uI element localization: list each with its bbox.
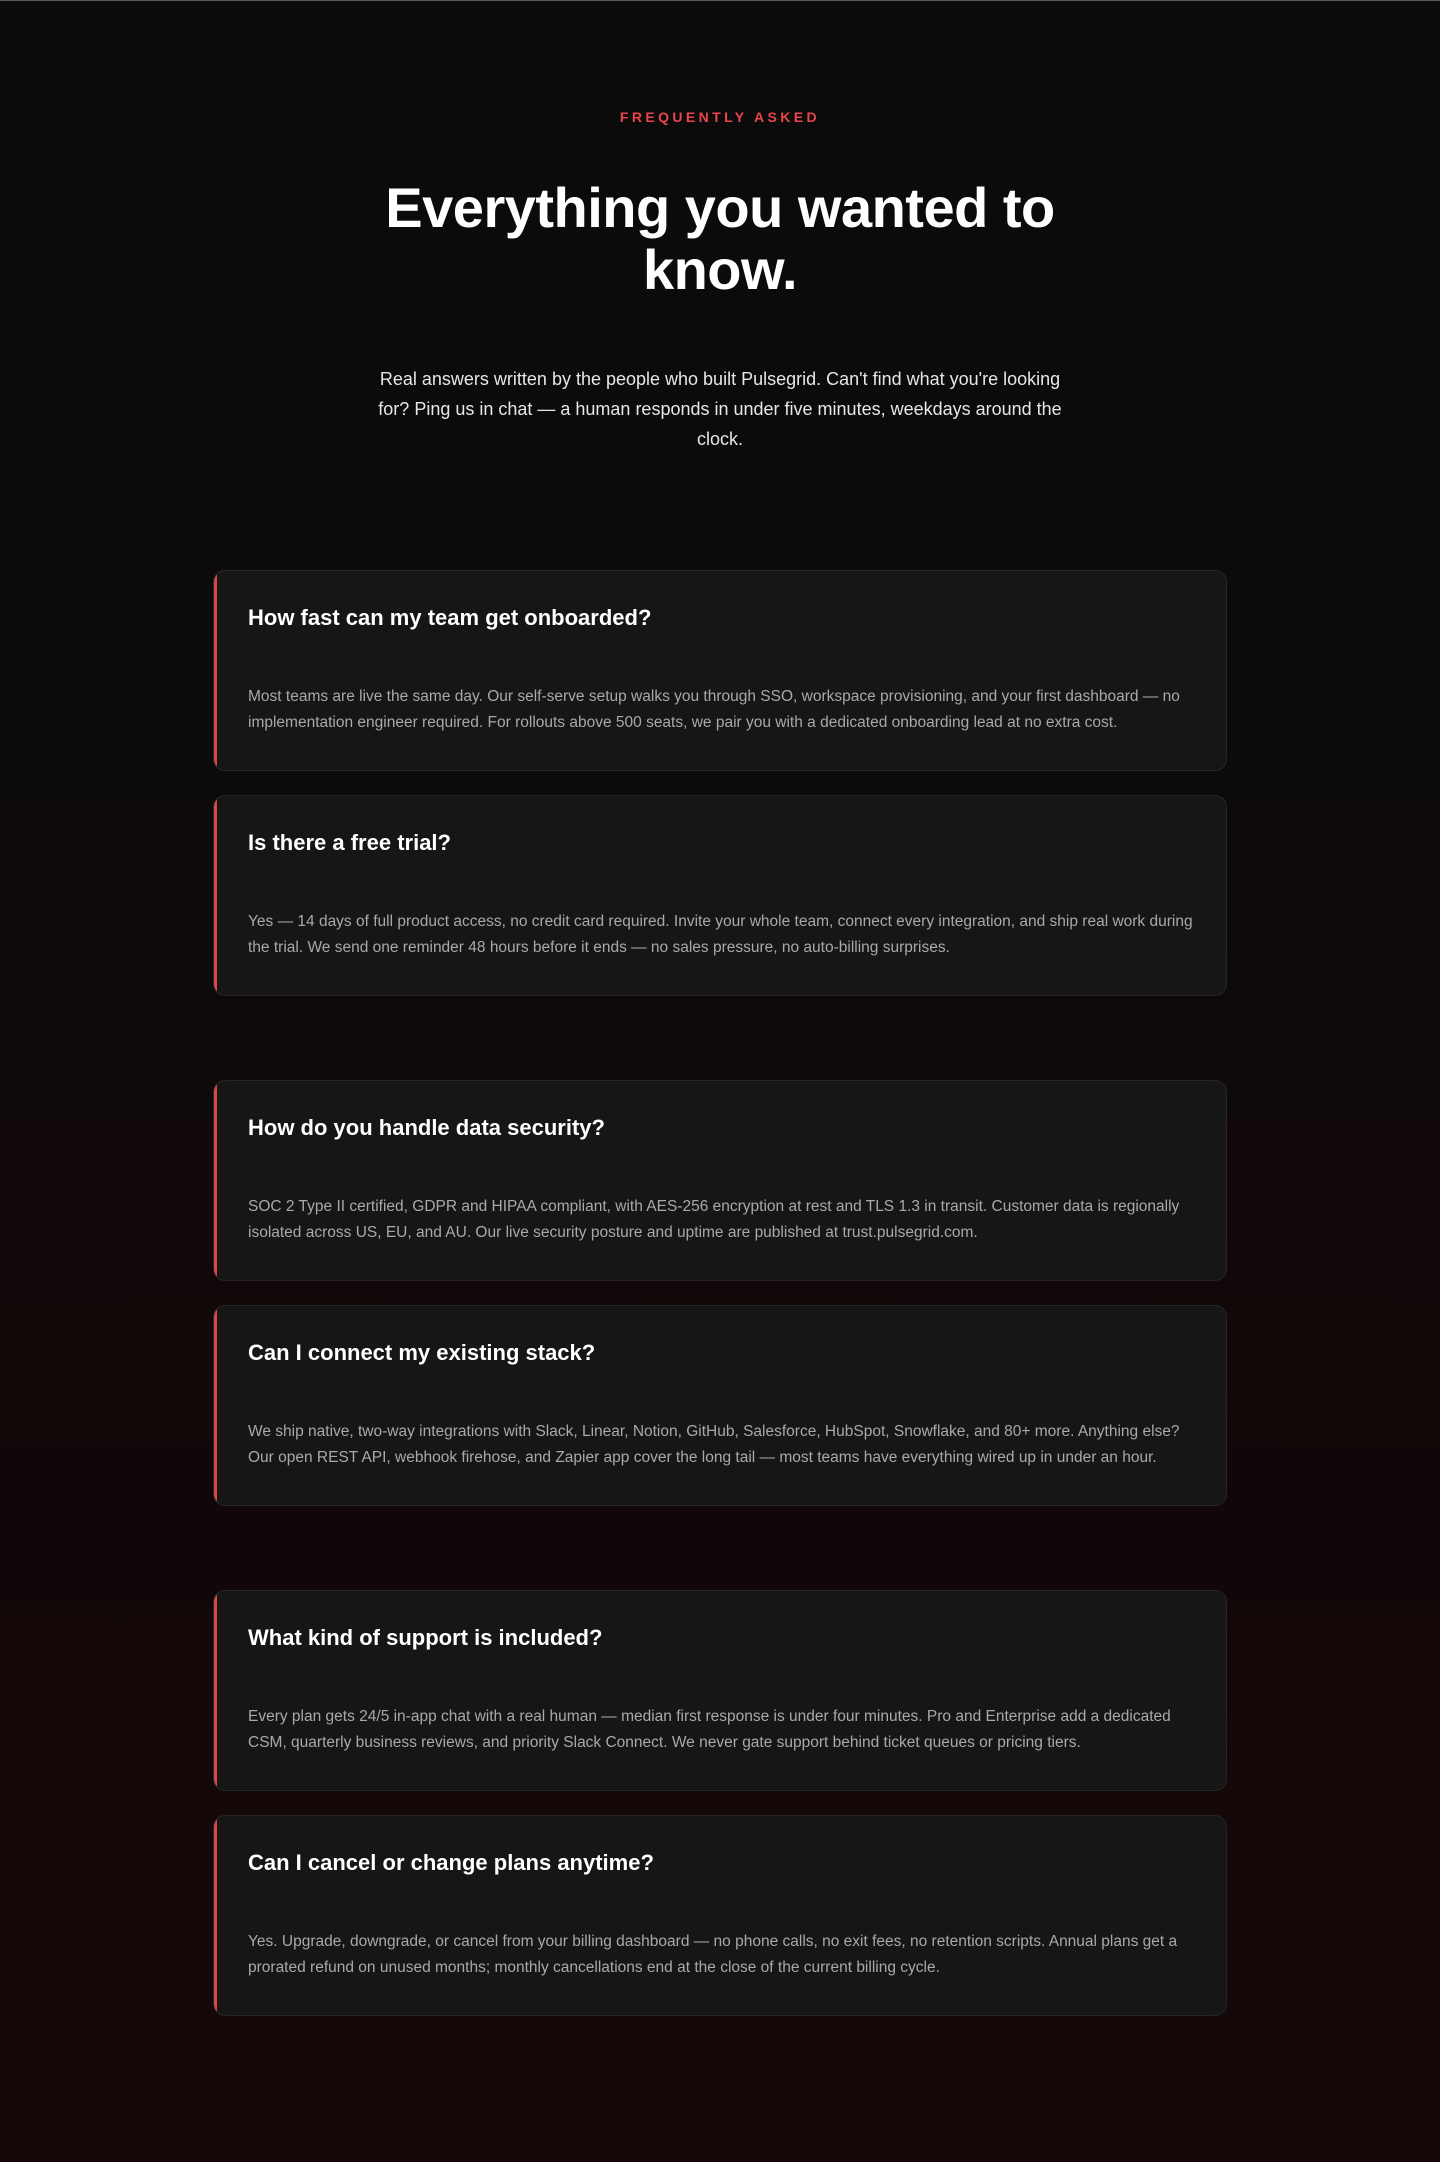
faq-answer: SOC 2 Type II certified, GDPR and HIPAA compliant, with AES-256 encryption at rest and TLS 1.3 in transit. Customer data is regionally isolated across US, EU, and AU. Our live security posture and uptime are published at trust.pulsegrid.com. [248,1198,1180,1241]
section-description: Real answers written by the people who built Pulsegrid. Can't find what you're looking for? Ping us in chat — a human responds in under five minutes, weekdays around the clock. [378,369,1062,449]
faq-hero [0,0,1440,454]
faq-item-free-trial[interactable] [213,795,1227,996]
faq-group-2 [213,1080,1227,1506]
faq-question[interactable]: Is there a free trial? [248,830,451,855]
faq-item-onboarding[interactable] [213,570,1227,771]
faq-question[interactable]: What kind of support is included? [248,1625,603,1650]
faq-group-1 [213,570,1227,996]
faq-answer: Most teams are live the same day. Our self-serve setup walks you through SSO, workspace provisioning, and your first dashboard — no implementation engineer required. For rollouts above 500 seats, we pair you with a dedicated onboarding lead at no extra cost. [248,688,1180,731]
faq-answer: Every plan gets 24/5 in-app chat with a real human — median first response is under four minutes. Pro and Enterprise add a dedicated CSM, quarterly business reviews, and priority Slack Connect. We never gate support behind ticket queues or pricing tiers. [248,1708,1171,1751]
faq-question[interactable]: Can I cancel or change plans anytime? [248,1850,654,1875]
faq-question[interactable]: How do you handle data security? [248,1115,605,1140]
faq-list [213,570,1227,2016]
faq-question[interactable]: Can I connect my existing stack? [248,1340,596,1365]
faq-item-data-security[interactable] [213,1080,1227,1281]
faq-answer: We ship native, two-way integrations with Slack, Linear, Notion, GitHub, Salesforce, HubSpot, Snowflake, and 80+ more. Anything else? Our open REST API, webhook firehose, and Zapier app cover the long tail — most teams have everything wired up in under an hour. [248,1423,1180,1466]
faq-group-3 [213,1590,1227,2016]
top-divider [0,0,1440,1]
faq-answer: Yes — 14 days of full product access, no credit card required. Invite your whole team, connect every integration, and ship real work during the trial. We send one reminder 48 hours before it ends — no sales pressure, no auto-billing surprises. [248,913,1193,956]
faq-item-cancel-plans[interactable] [213,1815,1227,2016]
faq-question[interactable]: How fast can my team get onboarded? [248,605,652,630]
faq-answer: Yes. Upgrade, downgrade, or cancel from your billing dashboard — no phone calls, no exit fees, no retention scripts. Annual plans get a prorated refund on unused months; monthly cancellations end at the close of the current billing cycle. [248,1933,1178,1976]
faq-item-support[interactable] [213,1590,1227,1791]
section-eyebrow: FREQUENTLY ASKED [619,109,821,125]
page-title: Everything you wanted to know. [385,176,1055,301]
faq-item-integrations[interactable] [213,1305,1227,1506]
